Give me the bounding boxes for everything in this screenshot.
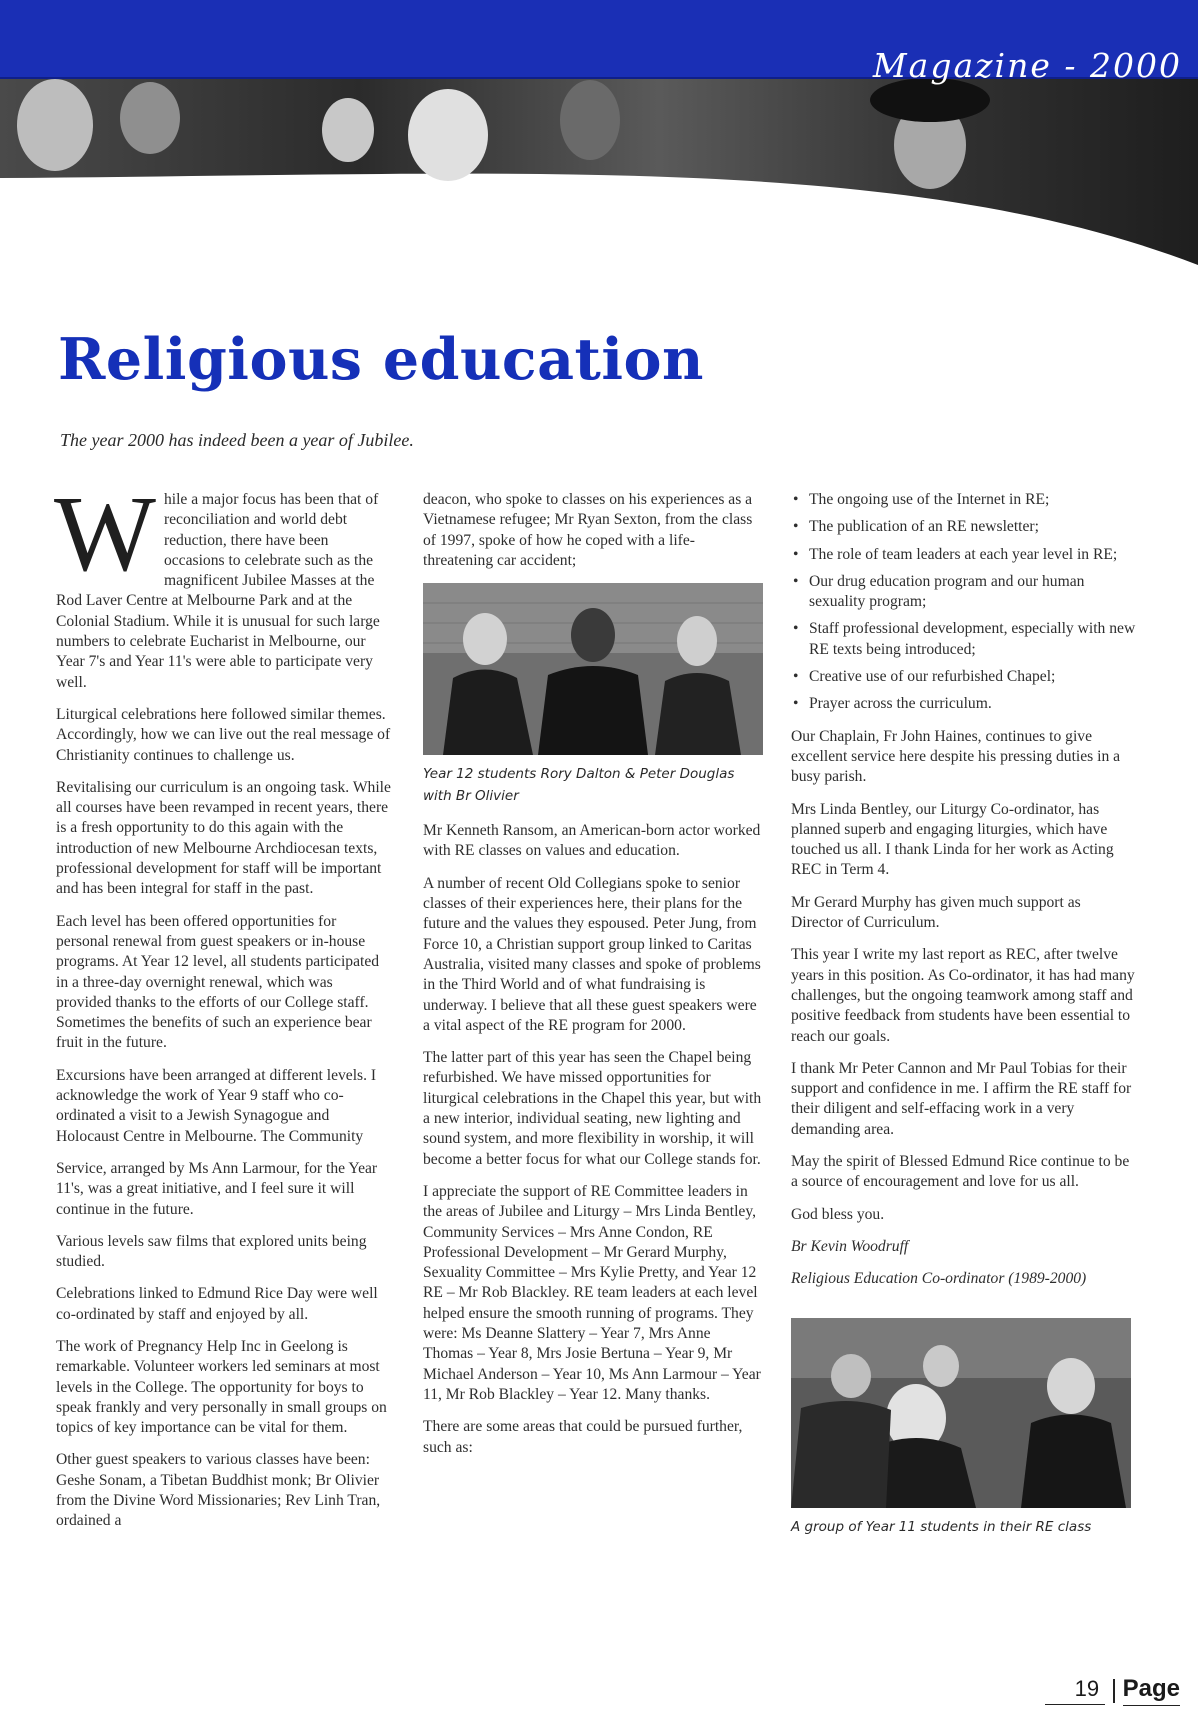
paragraph: Our Chaplain, Fr John Haines, continues to give excellent service here despite his pressing duties in a busy parish. — [791, 727, 1121, 786]
paragraph: Liturgical celebrations here followed similar themes. Accordingly, how we can live out the real message of Christianity continues to challenge us. — [56, 705, 391, 764]
list-item: • Our drug education program and our human sexuality program; — [791, 572, 1136, 613]
list-item: • The publication of an RE newsletter; — [791, 517, 1136, 537]
page-number-value: 19 — [1045, 1676, 1105, 1705]
paragraph: Mr Gerard Murphy has given much support as Director of Curriculum. — [791, 893, 1081, 932]
article-subtitle: The year 2000 has indeed been a year of Jubilee. — [60, 430, 414, 450]
header-banner — [0, 0, 1198, 270]
paragraph: This year I write my last report as REC, after twelve years in this position. As Co-ordinator, it has had many challenges, but the ongoing teamwork among staff and positive feedback from students have been essential to reach our goals. — [791, 946, 1135, 1045]
paragraph: Various levels saw films that explored units being studied. — [56, 1232, 367, 1271]
list-item: • Prayer across the curriculum. — [791, 694, 1136, 714]
paragraph: A number of recent Old Collegians spoke to senior classes of their experiences here, their plans for the future and the values they espoused. Peter Jung, from Force 10, a Christian support group linked to Caritas Australia, visited many classes and spoke of problems in the Third World and of what fundraising is underway. I believe that all these guest speakers were a vital aspect of the RE program for 2000. — [423, 874, 761, 1034]
paragraph: I appreciate the support of RE Committee leaders in the areas of Jubilee and Liturgy – Mrs Linda Bentley, Community Services – Mrs Anne Condon, RE Professional Development – Mr Gerard Murphy, Sexuality Committee – Mrs Kylie Pretty, and Year 12 RE – Mr Rob Blackley. RE team leaders at each level helped ensure the smooth running of programs. They were: Ms Deanne Slattery – Year 7, Mrs Anne Thomas – Year 8, Mrs Josie Bertuna – Year 9, Mr Michael Anderson – Year 10, Ms Ann Larmour – Year 11, Mr Rob Blackley – Year 12. Many thanks. — [423, 1182, 761, 1403]
paragraph: The latter part of this year has seen the Chapel being refurbished. We have missed opportunities for liturgical celebrations in the Chapel this year, but with a new interior, individual seating, new lighting and sound system, and more flexibility in worship, it will become a better focus for what our College stands for. — [423, 1049, 762, 1168]
paragraph: The work of Pregnancy Help Inc in Geelong is remarkable. Volunteer workers led seminars at most levels in the College. The opportunity for boys to speak frankly and very personally in small groups on topics of key importance can be vital for them. — [56, 1337, 387, 1437]
paragraph: God bless you. — [791, 1205, 885, 1223]
paragraph: Other guest speakers to various classes have been: Geshe Sonam, a Tibetan Buddhist monk; Br Olivier from the Divine Word Missionaries; Rev Linh Tran, ordained a — [56, 1451, 381, 1530]
students-photo-image — [423, 583, 763, 755]
magazine-title: Magazine - 2000 — [872, 46, 1182, 85]
paragraph: Each level has been offered opportunities for personal renewal from guest speakers or in-house programs. At Year 12 level, all students participated in a three-day overnight renewal, which was provided thanks to the efforts of our College staff. Sometimes the benefits of such an experience bear fruit in the future. — [56, 912, 380, 1052]
students-photo — [423, 583, 763, 755]
paragraph: Mrs Linda Bentley, our Liturgy Co-ordinator, has planned superb and engaging liturgies, which have touched us all. I thank Linda for her work as Acting REC in Term 4. — [791, 800, 1114, 879]
paragraph: deacon, who spoke to classes on his experiences as a Vietnamese refugee; Mr Ryan Sexton, from the class of 1997, spoke of how he coped with a life-threatening car accident; — [423, 491, 753, 569]
paragraph: Celebrations linked to Edmund Rice Day were well co-ordinated by staff and enjoyed by all. — [56, 1285, 378, 1323]
paragraph: There are some areas that could be pursued further, such as: — [423, 1418, 743, 1456]
author-name: Br Kevin Woodruff — [791, 1237, 909, 1255]
list-item: • The ongoing use of the Internet in RE; — [791, 490, 1136, 510]
paragraph-text: hile a major focus has been that of reconciliation and world debt reduction, there have been occasions to celebrate such as the magnificent Jubilee Masses at the Rod Laver Centre at Melbourne Park and at the Colonial Stadium. While it is unusual for such large numbers to celebrate Eucharist in Melbourne, our Year 7's and Year 11's were able to participate very well. — [56, 491, 380, 691]
class-photo-image — [791, 1318, 1131, 1508]
class-photo — [791, 1318, 1131, 1508]
paragraph: May the spirit of Blessed Edmund Rice continue to be a source of encouragement and love for us all. — [791, 1153, 1130, 1191]
further-areas-list — [791, 490, 1136, 715]
list-item: • Creative use of our refurbished Chapel; — [791, 667, 1136, 687]
banner-photo-strip — [0, 0, 1198, 270]
page-label: Page — [1123, 1675, 1180, 1706]
paragraph: I thank Mr Peter Cannon and Mr Paul Tobias for their support and confidence in me. I affirm the RE staff for their diligent and self-effacing work in a very demanding area. — [791, 1059, 1132, 1138]
list-item: • Staff professional development, especially with new RE texts being introduced; — [791, 619, 1136, 660]
drop-cap: W — [54, 475, 156, 594]
photo-caption: Year 12 students Rory Dalton & Peter Douglas with Br Olivier — [423, 766, 735, 805]
paragraph: Revitalising our curriculum is an ongoing task. While all courses have been revamped in recent years, there is a fresh opportunity to do this again with the introduction of new Melbourne Archdiocesan texts, professional development for staff will be important and has been integral for staff in the past. — [56, 778, 391, 898]
list-item: • The role of team leaders at each year level in RE; — [791, 545, 1136, 565]
page-number-divider — [1113, 1679, 1115, 1703]
author-role: Religious Education Co-ordinator (1989-2000) — [791, 1270, 1087, 1288]
paragraph: Mr Kenneth Ransom, an American-born actor worked with RE classes on values and education. — [423, 822, 761, 860]
page-number — [1045, 1675, 1180, 1706]
paragraph: Excursions have been arranged at different levels. I acknowledge the work of Year 9 staff who co-ordinated a visit to a Jewish Synagogue and Holocaust Centre in Melbourne. The Community — [56, 1066, 377, 1145]
photo-caption: A group of Year 11 students in their RE class — [791, 1518, 1092, 1535]
paragraph: Service, arranged by Ms Ann Larmour, for the Year 11's, was a great initiative, and I feel sure it will continue in the future. — [56, 1159, 378, 1218]
article-column-2 — [423, 490, 763, 1470]
article-column-3 — [791, 490, 1136, 1552]
article-headline: Religious education — [58, 326, 704, 393]
article-column-1 — [54, 475, 391, 1544]
paragraph — [54, 475, 391, 693]
